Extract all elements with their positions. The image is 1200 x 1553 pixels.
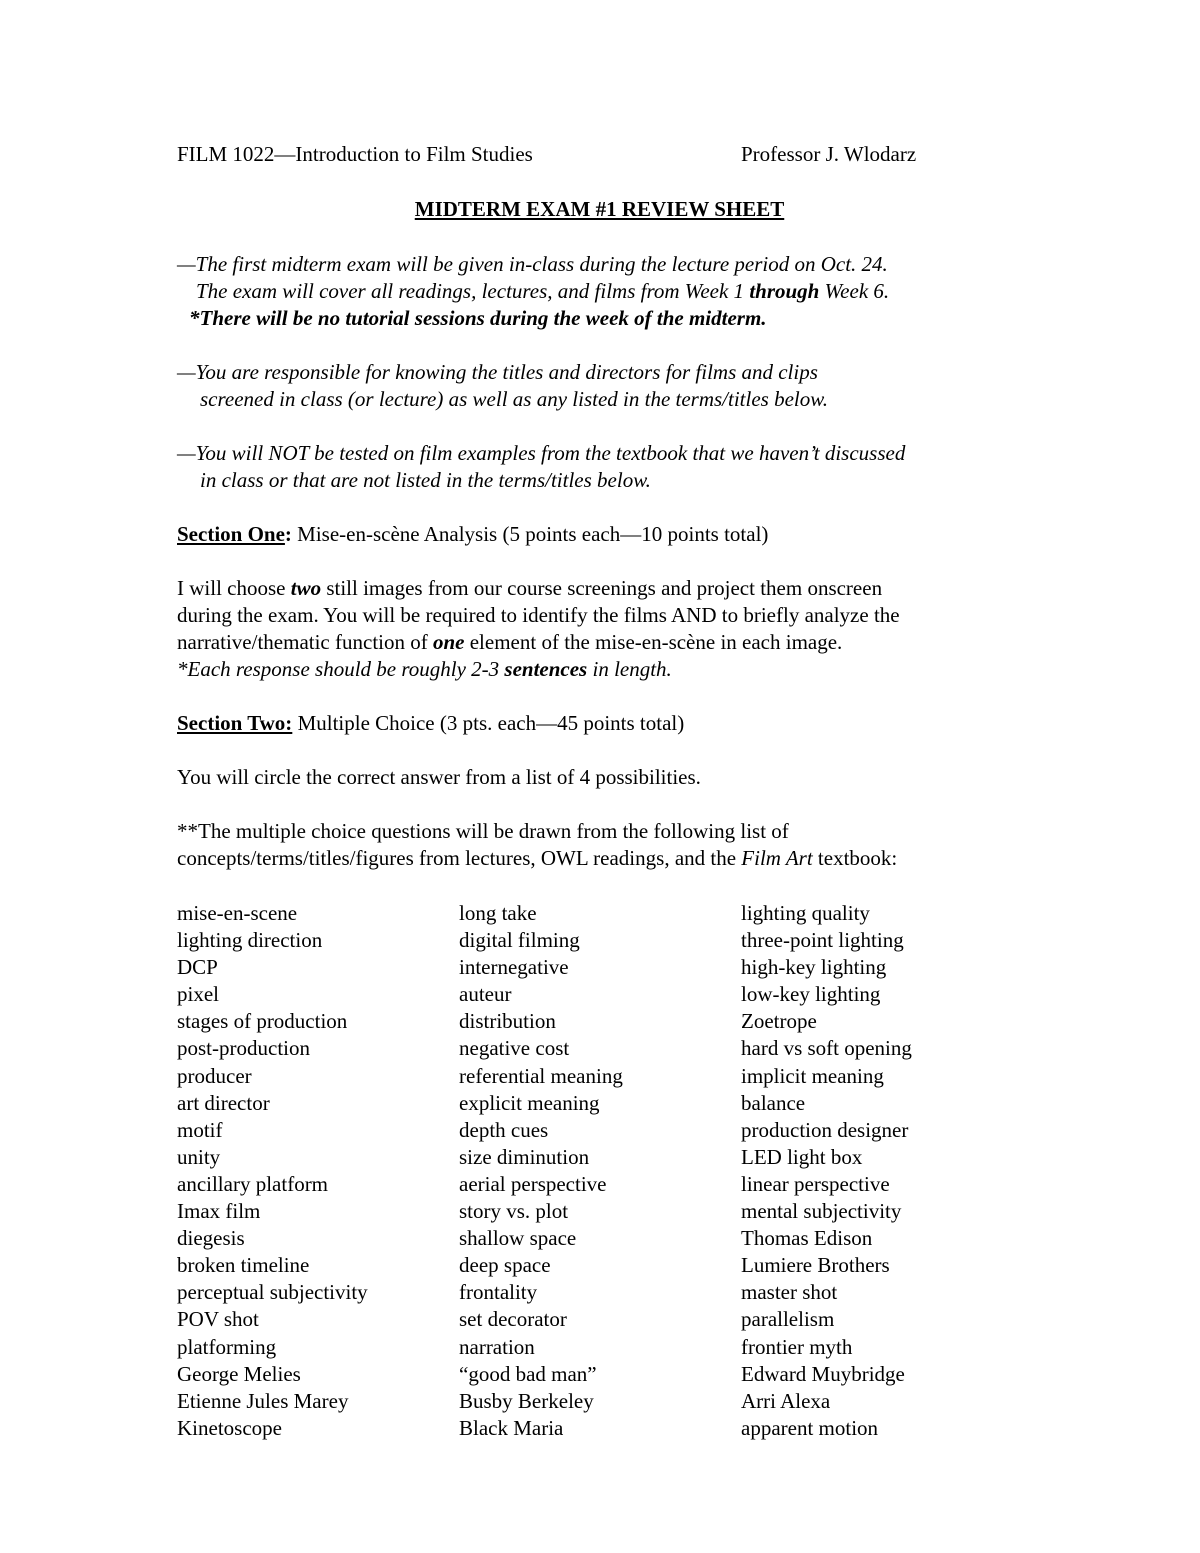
section-two-desc: Multiple Choice (3 pts. each—45 points total) <box>292 711 685 735</box>
term-item: motif <box>177 1117 223 1142</box>
not-tested-note <box>177 440 1027 494</box>
section-two-heading-line <box>177 710 1027 737</box>
term-item: story vs. plot <box>459 1199 569 1224</box>
term-item: unity <box>177 1144 221 1169</box>
section-one-p2: during the exam. You will be required to identify the films AND to briefly analyze the <box>177 603 900 627</box>
term-item: linear perspective <box>741 1171 890 1196</box>
term-item: lighting quality <box>741 901 870 925</box>
term-item: DCP <box>177 955 218 980</box>
term-item: broken timeline <box>177 1253 310 1278</box>
terms-column-2 <box>459 900 741 1442</box>
term-item: mental subjectivity <box>741 1199 902 1224</box>
term-item: parallelism <box>741 1307 835 1332</box>
section-one-p4 <box>177 656 1027 683</box>
term-item: long take <box>459 901 537 925</box>
term-item: Zoetrope <box>741 1009 817 1034</box>
section-two-p3 <box>177 845 1027 872</box>
term-item: implicit meaning <box>741 1063 884 1088</box>
term-item: master shot <box>741 1280 838 1305</box>
exam-intro <box>177 251 1027 332</box>
section-one-heading <box>177 521 1027 548</box>
professor-name: Professor J. Wlodarz <box>741 142 917 166</box>
terms-column-3 <box>741 900 1027 1442</box>
responsibility-note <box>177 359 1027 413</box>
section-two-p2 <box>177 818 1027 872</box>
terms-column-1 <box>177 900 459 1442</box>
term-item: hard vs soft opening <box>741 1036 912 1061</box>
document-header <box>177 141 1027 168</box>
term-item: aerial perspective <box>459 1171 607 1196</box>
intro-line-2-end: Week 6. <box>819 279 890 303</box>
section-one-p3 <box>177 629 1027 656</box>
term-item: depth cues <box>459 1117 549 1142</box>
term-item: distribution <box>459 1009 556 1034</box>
section-two-p1-text: You will circle the correct answer from a list of 4 possibilities. <box>177 765 701 789</box>
term-item: high-key lighting <box>741 955 887 980</box>
section-one-label: Section One <box>177 522 285 546</box>
intro-through-emphasis: through <box>749 279 820 303</box>
term-item: shallow space <box>459 1226 577 1251</box>
term-item: Etienne Jules Marey <box>177 1388 349 1413</box>
intro-line-3: *There will be no tutorial sessions during the week of the midterm. <box>189 306 767 330</box>
term-item: three-point lighting <box>741 928 904 953</box>
not-tested-line-1: —You will NOT be tested on film examples from the textbook that we haven’t discussed <box>177 441 906 465</box>
film-art-title: Film Art <box>741 846 813 870</box>
term-item: set decorator <box>459 1307 567 1332</box>
term-item: referential meaning <box>459 1063 623 1088</box>
section-two-p3-a: concepts/terms/titles/figures from lectures, OWL readings, and the <box>177 846 742 870</box>
document-page <box>177 141 1027 1442</box>
responsibility-line-1: —You are responsible for knowing the titles and directors for films and clips <box>177 360 818 384</box>
section-two-p1 <box>177 764 1027 791</box>
section-two-label: Section Two: <box>177 711 293 735</box>
term-item: pixel <box>177 982 219 1007</box>
term-item: narration <box>459 1334 535 1359</box>
term-item: art director <box>177 1090 270 1115</box>
term-item: Thomas Edison <box>741 1226 873 1251</box>
section-one-p1-a: I will choose <box>177 576 291 600</box>
term-item: George Melies <box>177 1361 301 1386</box>
term-item: digital filming <box>459 928 580 953</box>
term-item: deep space <box>459 1253 551 1278</box>
term-item: platforming <box>177 1334 277 1359</box>
term-item: apparent motion <box>741 1415 879 1440</box>
term-item: frontality <box>459 1280 538 1305</box>
section-one-p3-a: narrative/thematic function of <box>177 630 433 654</box>
term-item: Kinetoscope <box>177 1415 282 1440</box>
terms-list <box>177 900 1027 1442</box>
intro-line-1: —The first midterm exam will be given in-class during the lecture period on Oct. 24. <box>177 252 888 276</box>
term-item: Black Maria <box>459 1415 564 1440</box>
term-item: frontier myth <box>741 1334 853 1359</box>
section-one-body <box>177 575 1027 683</box>
intro-line-2 <box>177 278 1027 305</box>
not-tested-line-2: in class or that are not listed in the terms/titles below. <box>200 468 651 492</box>
term-item: stages of production <box>177 1009 348 1034</box>
term-item: Arri Alexa <box>741 1388 831 1413</box>
term-item: low-key lighting <box>741 982 881 1007</box>
section-one-p3-c: element of the mise-en-scène in each image. <box>464 630 843 654</box>
section-two-heading <box>177 710 1027 737</box>
term-item: producer <box>177 1063 252 1088</box>
section-one-two-emphasis: two <box>290 576 322 600</box>
section-one-desc: Mise-en-scène Analysis (5 points each—10 points total) <box>291 522 769 546</box>
term-item: LED light box <box>741 1144 863 1169</box>
section-one-p4-c: in length. <box>587 657 672 681</box>
term-item: size diminution <box>459 1144 590 1169</box>
term-item: lighting direction <box>177 928 323 953</box>
term-item: post-production <box>177 1036 310 1061</box>
term-item: internegative <box>459 955 569 980</box>
term-item: POV shot <box>177 1307 259 1332</box>
section-one-one-emphasis: one <box>432 630 465 654</box>
section-one-colon: : <box>284 522 292 546</box>
term-item: Lumiere Brothers <box>741 1253 890 1278</box>
section-one-p1 <box>177 575 1027 602</box>
term-item: perceptual subjectivity <box>177 1280 368 1305</box>
term-item: production designer <box>741 1117 909 1142</box>
term-item: explicit meaning <box>459 1090 600 1115</box>
term-item: Edward Muybridge <box>741 1361 905 1386</box>
term-item: “good bad man” <box>459 1361 597 1386</box>
intro-line-2-text: The exam will cover all readings, lectures, and films from Week 1 <box>196 279 750 303</box>
page-title: MIDTERM EXAM #1 REVIEW SHEET <box>414 197 785 221</box>
section-one-p1-c: still images from our course screenings and project them onscreen <box>321 576 883 600</box>
term-item: diegesis <box>177 1226 245 1251</box>
section-two-p2-text: **The multiple choice questions will be drawn from the following list of <box>177 819 789 843</box>
section-two-p3-c: textbook: <box>812 846 898 870</box>
section-one-heading-line <box>177 521 1027 548</box>
term-item: mise-en-scene <box>177 901 298 925</box>
term-item: balance <box>741 1090 806 1115</box>
term-item: ancillary platform <box>177 1171 329 1196</box>
section-one-p4-a: *Each response should be roughly 2-3 <box>177 657 505 681</box>
course-title: FILM 1022—Introduction to Film Studies <box>177 142 533 166</box>
term-item: negative cost <box>459 1036 570 1061</box>
term-item: auteur <box>459 982 512 1007</box>
section-one-sentences-emphasis: sentences <box>504 657 588 681</box>
term-item: Imax film <box>177 1199 261 1224</box>
responsibility-line-2: screened in class (or lecture) as well as any listed in the terms/titles below. <box>200 387 828 411</box>
term-item: Busby Berkeley <box>459 1388 594 1413</box>
